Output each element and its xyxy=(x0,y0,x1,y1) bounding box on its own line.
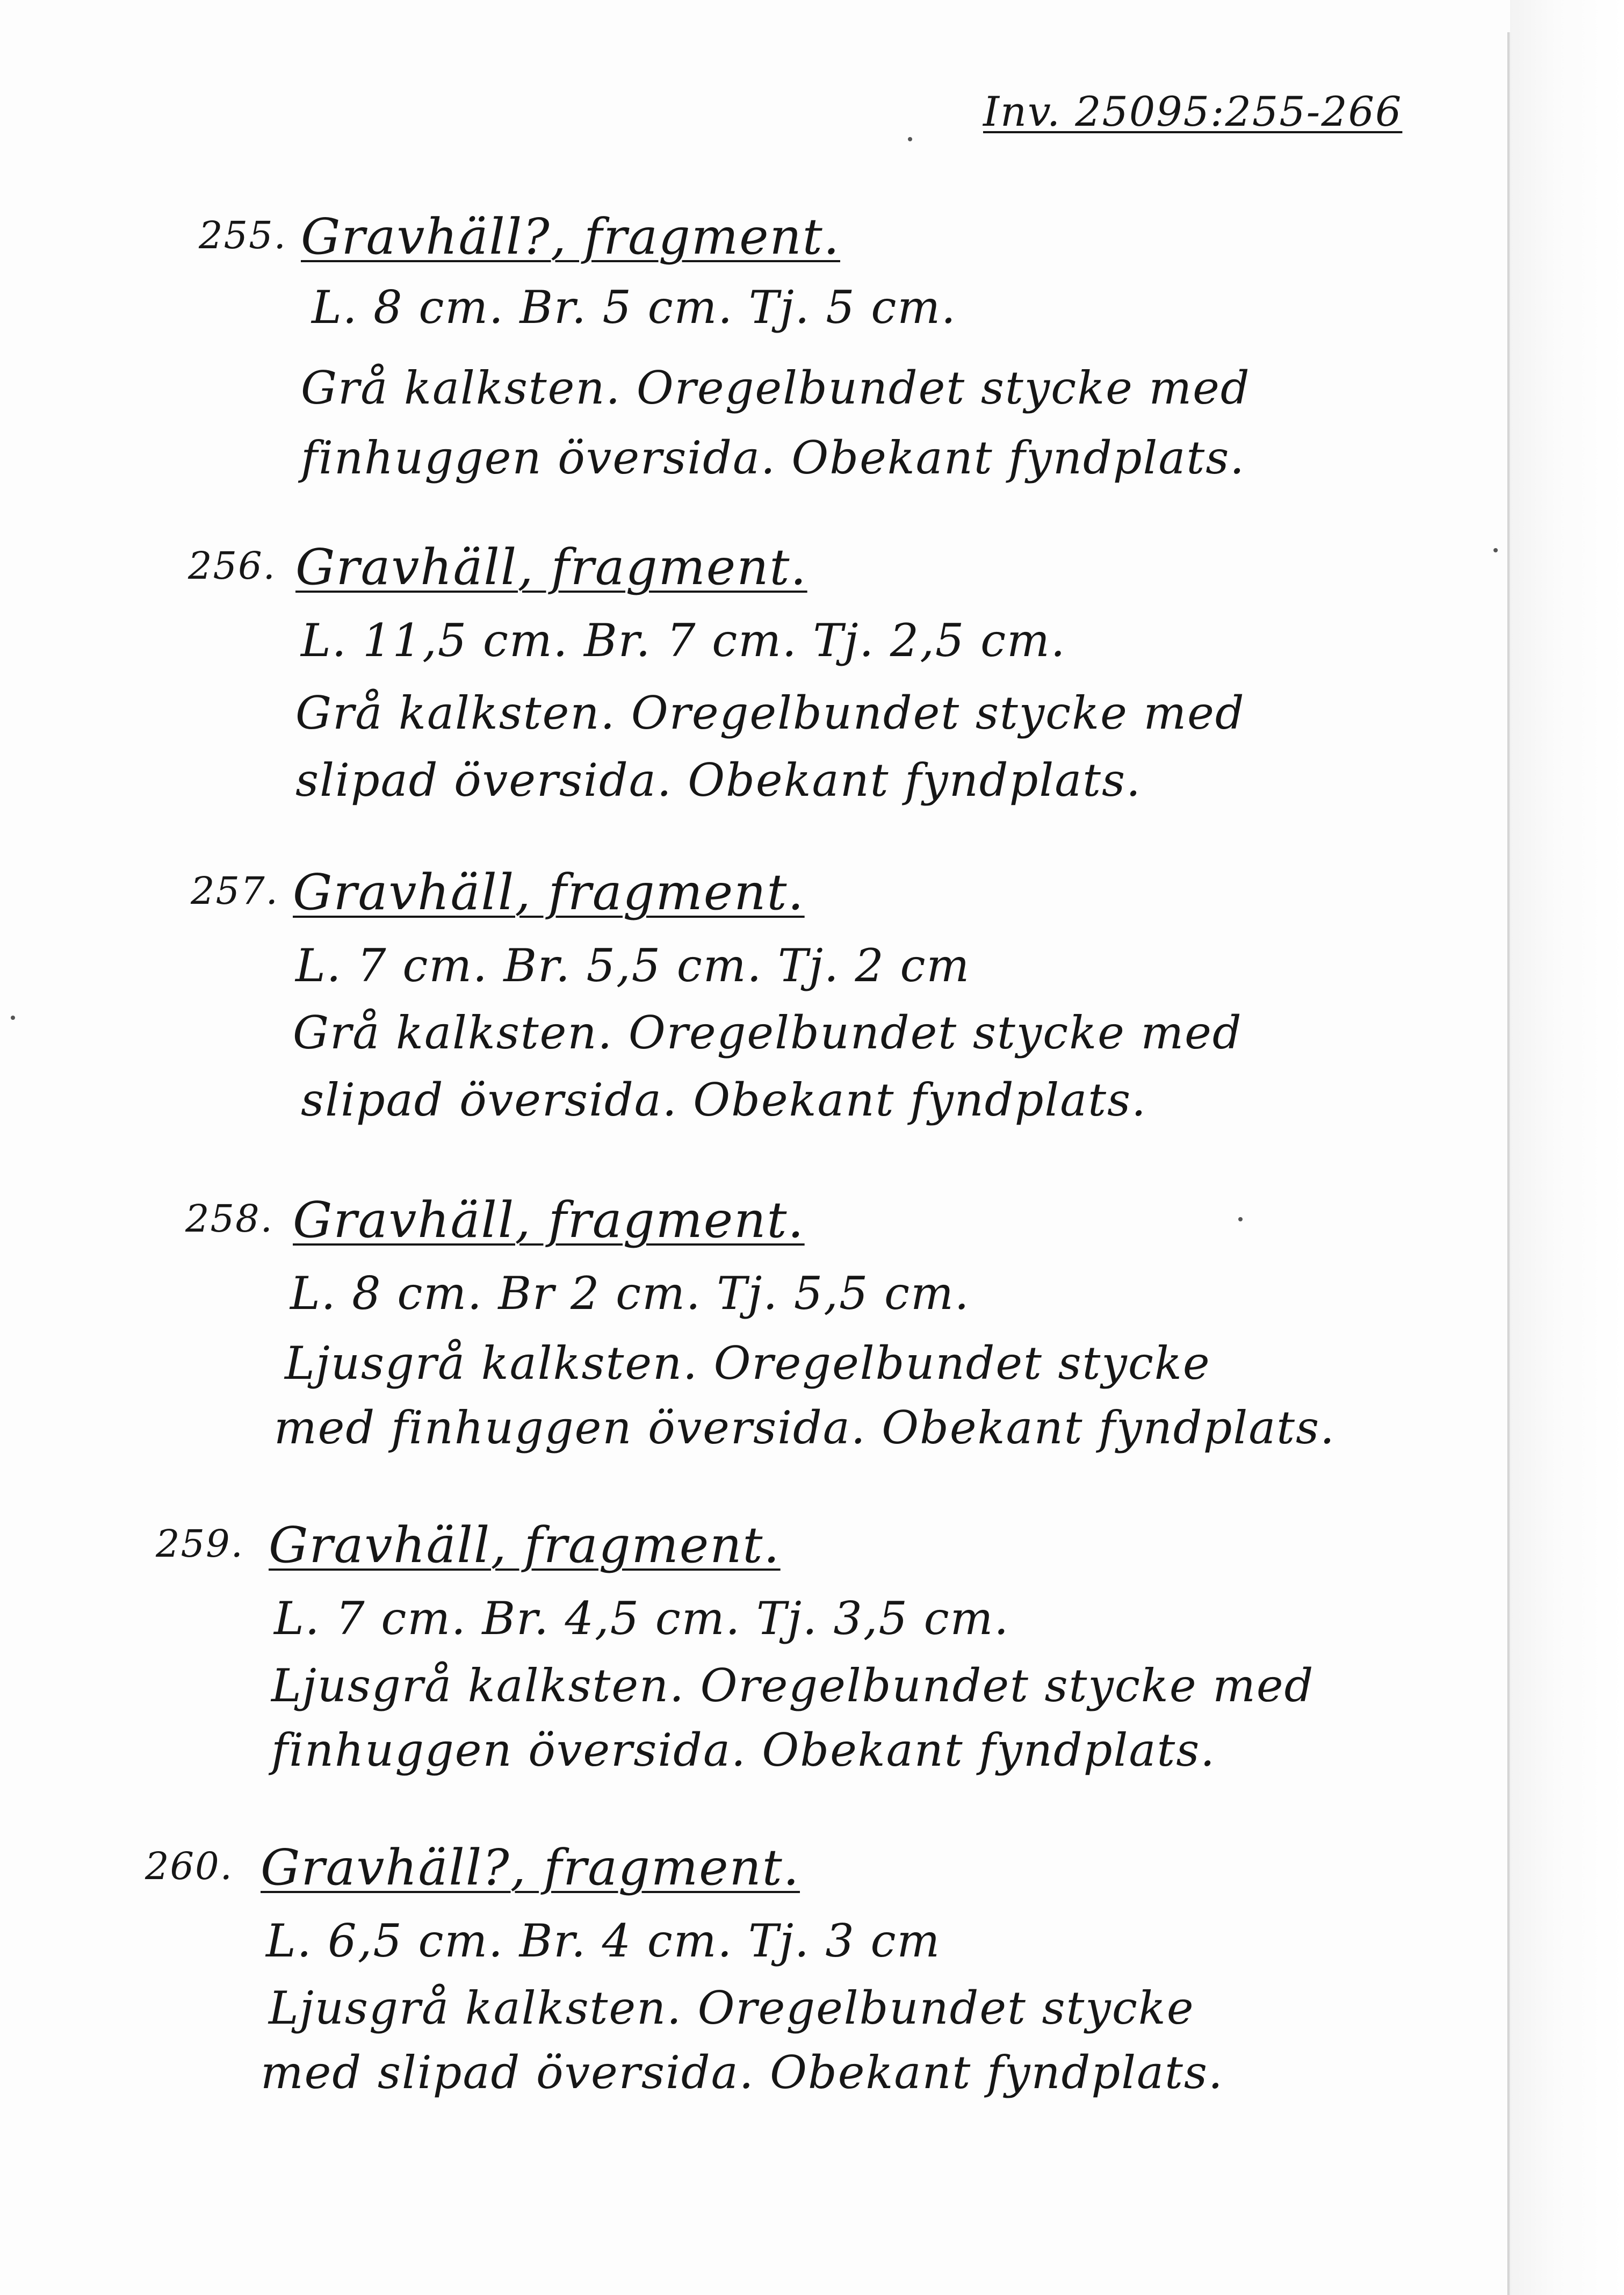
inventory-reference: Inv. 25095:255-266 xyxy=(983,88,1403,135)
entry-number: 259. xyxy=(156,1522,244,1566)
entry-description-line: Grå kalksten. Oregelbundet stycke med xyxy=(293,1006,1243,1059)
entry-title: Gravhäll?, fragment. xyxy=(261,1839,800,1896)
entry-measurements: L. 7 cm. Br. 4,5 cm. Tj. 3,5 cm. xyxy=(274,1592,1010,1645)
entry-description-line: Ljusgrå kalksten. Oregelbundet stycke xyxy=(285,1337,1211,1390)
entry-description-line: Grå kalksten. Oregelbundet stycke med xyxy=(301,362,1251,414)
entry-measurements: L. 7 cm. Br. 5,5 cm. Tj. 2 cm xyxy=(295,939,971,992)
scan-speck xyxy=(1493,548,1498,552)
entry-title: Gravhäll, fragment. xyxy=(295,538,807,596)
entry-number: 260. xyxy=(145,1844,233,1888)
scan-speck xyxy=(1238,1217,1243,1221)
entry-title: Gravhäll?, fragment. xyxy=(301,208,840,265)
scan-speck xyxy=(908,137,912,141)
entry-description-line: Ljusgrå kalksten. Oregelbundet stycke xyxy=(269,1982,1195,2034)
scan-speck xyxy=(11,1016,15,1020)
entry-description-line: Ljusgrå kalksten. Oregelbundet stycke med xyxy=(271,1659,1315,1712)
entry-measurements: L. 6,5 cm. Br. 4 cm. Tj. 3 cm xyxy=(266,1915,941,1967)
entry-measurements: L. 8 cm. Br. 5 cm. Tj. 5 cm. xyxy=(312,281,957,334)
entry-title: Gravhäll, fragment. xyxy=(269,1516,781,1574)
entry-description-line: finhuggen översida. Obekant fyndplats. xyxy=(271,1724,1216,1776)
entry-measurements: L. 8 cm. Br 2 cm. Tj. 5,5 cm. xyxy=(290,1267,970,1320)
entry-title: Gravhäll, fragment. xyxy=(293,864,805,921)
entry-number: 256. xyxy=(188,544,276,588)
entry-description-line: slipad översida. Obekant fyndplats. xyxy=(301,1074,1147,1126)
entry-title: Gravhäll, fragment. xyxy=(293,1191,805,1249)
page-edge-shadow xyxy=(1510,0,1624,2295)
entry-number: 258. xyxy=(185,1197,273,1241)
entry-description-line: slipad översida. Obekant fyndplats. xyxy=(295,754,1142,807)
entry-description-line: med finhuggen översida. Obekant fyndplats. xyxy=(274,1401,1336,1454)
entry-description-line: med slipad översida. Obekant fyndplats. xyxy=(261,2046,1224,2099)
entry-description-line: finhuggen översida. Obekant fyndplats. xyxy=(301,431,1246,484)
entry-description-line: Grå kalksten. Oregelbundet stycke med xyxy=(295,687,1245,739)
entry-number: 257. xyxy=(191,869,279,913)
entry-measurements: L. 11,5 cm. Br. 7 cm. Tj. 2,5 cm. xyxy=(301,614,1066,667)
binding-edge-line xyxy=(1507,32,1510,2295)
entry-number: 255. xyxy=(199,213,287,257)
